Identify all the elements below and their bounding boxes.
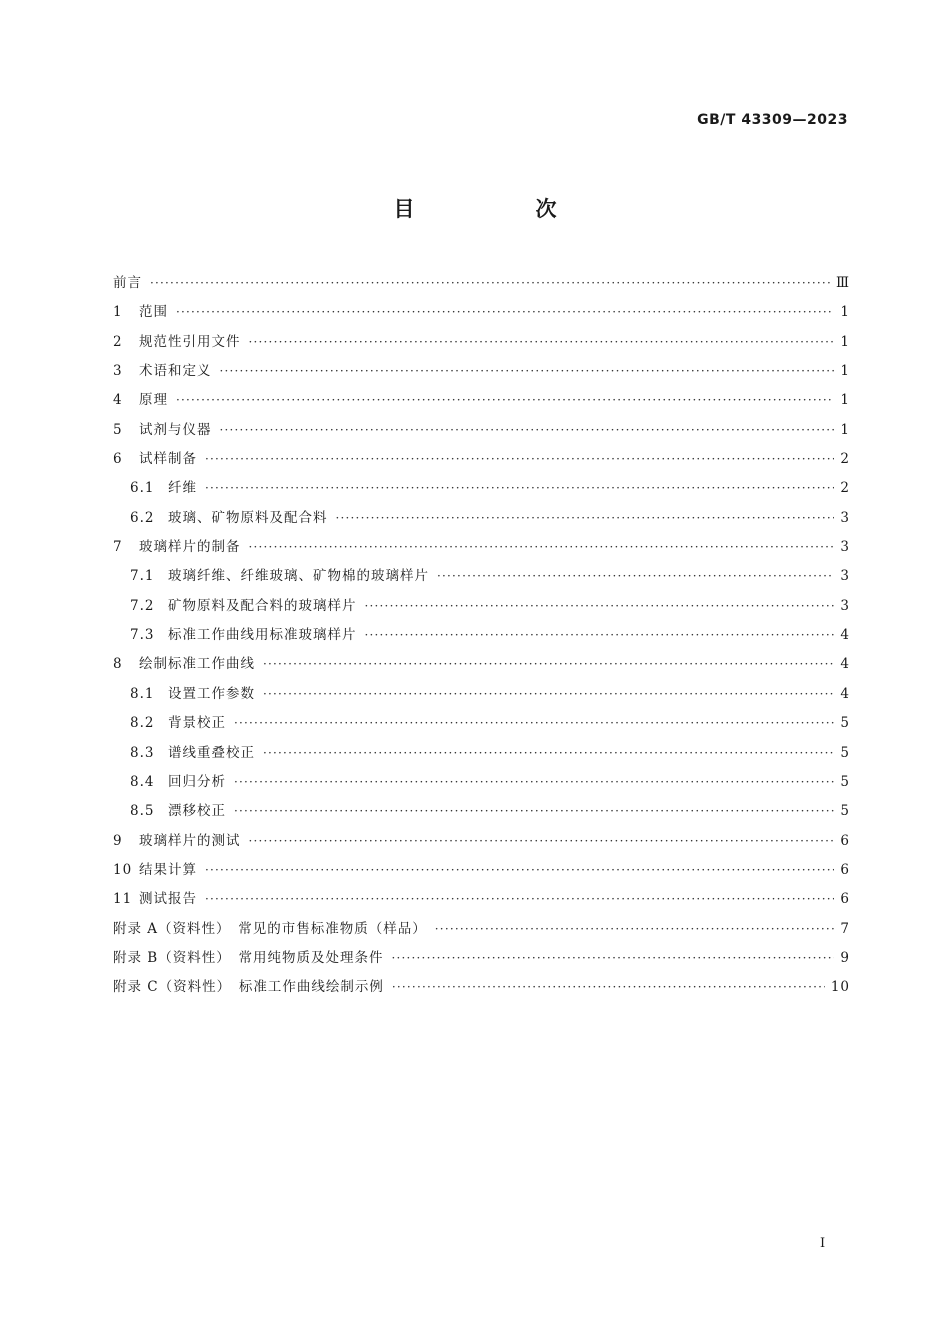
- table-of-contents: [113, 269, 850, 1003]
- dot-leader: [263, 739, 834, 768]
- toc-entry-page: 3: [840, 597, 850, 614]
- dot-leader: [205, 445, 834, 474]
- toc-entry-page: 2: [840, 451, 850, 468]
- dot-leader: [392, 973, 825, 1002]
- toc-entry[interactable]: [113, 298, 850, 327]
- toc-entry[interactable]: [113, 445, 850, 474]
- toc-entry-number: 7.1: [130, 568, 155, 585]
- toc-entry-label: 背景校正: [168, 715, 226, 732]
- dot-leader: [220, 357, 835, 386]
- toc-entry-page: Ⅲ: [835, 275, 850, 291]
- toc-entry-page: 10: [830, 979, 850, 996]
- toc-entry[interactable]: [113, 856, 850, 885]
- toc-entry[interactable]: [113, 592, 850, 621]
- dot-leader: [437, 562, 834, 591]
- toc-entry-page: 6: [840, 891, 850, 908]
- dot-leader: [150, 269, 830, 298]
- toc-entry-number: 11: [113, 891, 133, 908]
- toc-entry-page: 1: [840, 333, 850, 350]
- toc-entry-page: 9: [840, 949, 850, 966]
- toc-entry[interactable]: [113, 885, 850, 914]
- toc-entry[interactable]: [113, 797, 850, 826]
- toc-entry-page: 1: [840, 392, 850, 409]
- toc-entry[interactable]: [113, 827, 850, 856]
- toc-entry[interactable]: [113, 973, 850, 1002]
- toc-entry-page: 4: [840, 685, 850, 702]
- toc-entry-label: 标准工作曲线用标准玻璃样片: [168, 627, 357, 644]
- toc-entry-number: 4: [113, 392, 123, 409]
- toc-entry[interactable]: [113, 562, 850, 591]
- toc-entry-page: 3: [840, 568, 850, 585]
- toc-entry-label: 玻璃样片的制备: [139, 539, 241, 556]
- toc-entry-label: 附录 B（资料性） 常用纯物质及处理条件: [113, 949, 384, 966]
- toc-entry-label: 原理: [139, 392, 168, 409]
- toc-entry-number: 9: [113, 832, 123, 849]
- dot-leader: [234, 709, 834, 738]
- toc-entry-label: 玻璃、矿物原料及配合料: [168, 509, 328, 526]
- toc-entry-number: 1: [113, 304, 123, 321]
- toc-entry-number: 6: [113, 451, 123, 468]
- dot-leader: [176, 298, 834, 327]
- toc-entry-number: 8.1: [130, 685, 155, 702]
- toc-entry[interactable]: [113, 621, 850, 650]
- toc-entry-number: 6.2: [130, 509, 155, 526]
- toc-entry-label: 测试报告: [139, 891, 197, 908]
- toc-entry-number: 7.2: [130, 597, 155, 614]
- toc-entry-label: 范围: [139, 304, 168, 321]
- page-title: 目 次: [393, 197, 607, 221]
- toc-entry-number: 8.4: [130, 773, 155, 790]
- toc-entry[interactable]: [113, 357, 850, 386]
- toc-entry-page: 4: [840, 627, 850, 644]
- toc-entry[interactable]: [113, 768, 850, 797]
- dot-leader: [220, 416, 835, 445]
- toc-entry[interactable]: [113, 269, 850, 298]
- toc-entry-number: 7.3: [130, 627, 155, 644]
- dot-leader: [365, 621, 835, 650]
- toc-entry-number: 8: [113, 656, 123, 673]
- toc-entry[interactable]: [113, 328, 850, 357]
- toc-entry[interactable]: [113, 474, 850, 503]
- toc-entry-label: 玻璃纤维、纤维玻璃、矿物棉的玻璃样片: [168, 568, 429, 585]
- dot-leader: [365, 592, 835, 621]
- toc-entry-label: 矿物原料及配合料的玻璃样片: [168, 597, 357, 614]
- toc-entry-page: 1: [840, 304, 850, 321]
- toc-entry-label: 设置工作参数: [168, 685, 255, 702]
- toc-entry[interactable]: [113, 680, 850, 709]
- toc-entry[interactable]: [113, 739, 850, 768]
- toc-entry[interactable]: [113, 416, 850, 445]
- dot-leader: [234, 768, 834, 797]
- toc-entry-label: 谱线重叠校正: [168, 744, 255, 761]
- toc-entry-page: 6: [840, 861, 850, 878]
- toc-entry-label: 回归分析: [168, 773, 226, 790]
- toc-entry[interactable]: [113, 650, 850, 679]
- toc-entry-number: 7: [113, 539, 123, 556]
- toc-entry-number: 10: [113, 861, 133, 878]
- toc-entry-page: 7: [840, 920, 850, 937]
- standard-code: GB/T 43309—2023: [697, 112, 848, 128]
- toc-entry-page: 5: [840, 715, 850, 732]
- toc-entry-page: 3: [840, 509, 850, 526]
- toc-entry-page: 5: [840, 803, 850, 820]
- dot-leader: [249, 328, 835, 357]
- toc-entry-label: 试剂与仪器: [139, 421, 212, 438]
- dot-leader: [249, 827, 835, 856]
- toc-entry-number: 3: [113, 363, 123, 380]
- toc-entry-label: 纤维: [168, 480, 197, 497]
- dot-leader: [205, 885, 834, 914]
- dot-leader: [234, 797, 834, 826]
- toc-entry-label: 绘制标准工作曲线: [139, 656, 255, 673]
- toc-entry-label: 玻璃样片的测试: [139, 832, 241, 849]
- toc-entry-label: 结果计算: [139, 861, 197, 878]
- toc-entry-page: 1: [840, 421, 850, 438]
- toc-entry-page: 3: [840, 539, 850, 556]
- toc-entry-label: 术语和定义: [139, 363, 212, 380]
- toc-entry-page: 4: [840, 656, 850, 673]
- toc-entry-number: 2: [113, 333, 123, 350]
- toc-entry-label: 规范性引用文件: [139, 333, 241, 350]
- toc-entry-label: 试样制备: [139, 451, 197, 468]
- toc-entry-page: 2: [840, 480, 850, 497]
- toc-entry[interactable]: [113, 504, 850, 533]
- toc-entry[interactable]: [113, 709, 850, 738]
- toc-entry-page: 5: [840, 744, 850, 761]
- page-number: Ⅰ: [820, 1236, 826, 1251]
- toc-entry-label: 附录 A（资料性） 常见的市售标准物质（样品）: [113, 920, 427, 937]
- toc-entry-page: 6: [840, 832, 850, 849]
- toc-entry[interactable]: [113, 386, 850, 415]
- dot-leader: [205, 474, 834, 503]
- toc-entry[interactable]: [113, 915, 850, 944]
- dot-leader: [176, 386, 834, 415]
- toc-entry-label: 附录 C（资料性） 标准工作曲线绘制示例: [113, 979, 384, 996]
- dot-leader: [263, 650, 834, 679]
- toc-entry-number: 5: [113, 421, 123, 438]
- dot-leader: [391, 944, 834, 973]
- dot-leader: [336, 504, 835, 533]
- toc-entry[interactable]: [113, 944, 850, 973]
- dot-leader: [205, 856, 834, 885]
- toc-entry-number: 8.5: [130, 803, 155, 820]
- toc-entry-number: 8.2: [130, 715, 155, 732]
- toc-entry[interactable]: [113, 533, 850, 562]
- toc-entry-page: 1: [840, 363, 850, 380]
- toc-entry-number: 6.1: [130, 480, 155, 497]
- toc-entry-label: 前言: [113, 275, 142, 291]
- toc-entry-page: 5: [840, 773, 850, 790]
- dot-leader: [435, 915, 834, 944]
- dot-leader: [249, 533, 835, 562]
- toc-entry-number: 8.3: [130, 744, 155, 761]
- toc-entry-label: 漂移校正: [168, 803, 226, 820]
- dot-leader: [263, 680, 834, 709]
